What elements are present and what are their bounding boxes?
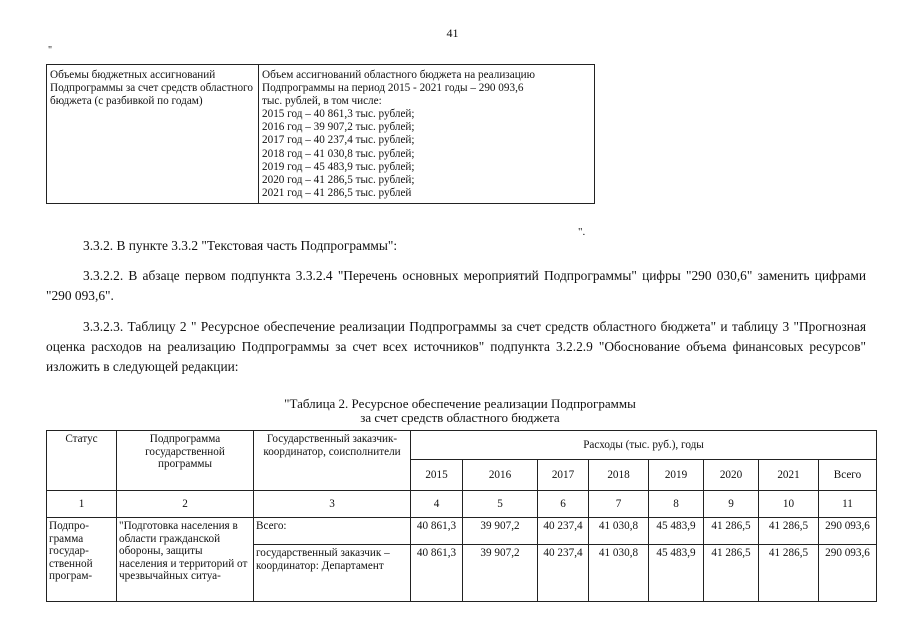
- passport-line: 2021 год – 41 286,5 тыс. рублей: [262, 186, 412, 199]
- column-number: 4: [411, 491, 463, 518]
- passport-line: 2019 год – 45 483,9 тыс. рублей;: [262, 160, 415, 173]
- paragraph-text: 3.3.2. В пункте 3.3.2 "Текстовая часть Подпрограммы":: [83, 238, 398, 253]
- passport-line: 2018 год – 41 030,8 тыс. рублей;: [262, 147, 415, 160]
- header-year: 2015: [411, 460, 463, 491]
- header-year: 2018: [589, 460, 649, 491]
- passport-line: тыс. рублей, в том числе:: [262, 95, 382, 108]
- column-number: 8: [649, 491, 704, 518]
- table-header-row: [47, 431, 877, 460]
- passport-value: [259, 65, 595, 204]
- column-number: 2: [117, 491, 254, 518]
- opening-quote-mark: ": [48, 45, 53, 56]
- passport-line: Объем ассигнований областного бюджета на реализацию: [262, 69, 536, 81]
- paragraph: [46, 266, 866, 306]
- header-year: 2017: [538, 460, 589, 491]
- resource-table: [46, 430, 877, 602]
- paragraph: [46, 236, 866, 256]
- customer-cell: Всего:: [254, 518, 411, 545]
- value-cell: 40 861,3: [411, 518, 463, 545]
- value-cell: 40 861,3: [411, 545, 463, 602]
- value-cell: 41 030,8: [589, 518, 649, 545]
- header-status: Статус: [47, 431, 117, 491]
- paragraph-text: 3.3.2.3. Таблицу 2 " Ресурсное обеспечение реализации Подпрограммы за счет средств областного бюджета" и таблицу 3 "Прогнозная оценка расходов на реализацию Подпрограммы за счет всех источников" подпункта 3.2.2.9 "Обоснование объема финансовых ресурсов" изложить в следующей редакции:: [46, 319, 866, 374]
- column-number: 5: [463, 491, 538, 518]
- column-number: 11: [819, 491, 877, 518]
- header-subprogram: Подпрограмма государственной программы: [117, 431, 254, 491]
- passport-line: 2020 год – 41 286,5 тыс. рублей;: [262, 173, 415, 186]
- passport-label: Объемы бюджетных ассигнований Подпрограммы за счет средств областного бюджета (с разбивкой по годам): [47, 65, 259, 204]
- value-cell: 41 030,8: [589, 545, 649, 602]
- column-number: 6: [538, 491, 589, 518]
- column-number: 10: [759, 491, 819, 518]
- value-cell: 41 286,5: [759, 545, 819, 602]
- value-cell: 290 093,6: [819, 518, 877, 545]
- header-year: 2019: [649, 460, 704, 491]
- table-caption-line: "Таблица 2. Ресурсное обеспечение реализации Подпрограммы: [284, 396, 636, 411]
- value-cell: 41 286,5: [704, 545, 759, 602]
- value-cell: 41 286,5: [704, 518, 759, 545]
- value-cell: 290 093,6: [819, 545, 877, 602]
- table-caption: [200, 397, 720, 425]
- paragraph-text: 3.3.2.2. В абзаце первом подпункта 3.3.2.4 "Перечень основных мероприятий Подпрограммы" цифры "290 030,6" заменить цифрами "290 093,6".: [46, 268, 866, 303]
- header-customer: Государственный заказчик-координатор, соисполнители: [254, 431, 411, 491]
- value-cell: 40 237,4: [538, 545, 589, 602]
- table-row: [47, 518, 877, 545]
- column-number: 9: [704, 491, 759, 518]
- value-cell: 41 286,5: [759, 518, 819, 545]
- header-total: Всего: [819, 460, 877, 491]
- passport-table: [46, 64, 595, 204]
- status-cell: Подпро-грамма государ-ственной програм-: [47, 518, 117, 602]
- value-cell: 45 483,9: [649, 518, 704, 545]
- passport-line: 2015 год – 40 861,3 тыс. рублей;: [262, 108, 415, 121]
- paragraph: [46, 317, 866, 377]
- header-expenses: Расходы (тыс. руб.), годы: [411, 431, 877, 460]
- header-year: 2020: [704, 460, 759, 491]
- customer-cell: государственный заказчик – координатор: Департамент: [254, 545, 411, 602]
- closing-quote-mark: ".: [578, 226, 586, 238]
- header-year: 2016: [463, 460, 538, 491]
- passport-line: 2017 год – 40 237,4 тыс. рублей;: [262, 134, 415, 147]
- column-number: 3: [254, 491, 411, 518]
- passport-line: Подпрограммы на период 2015 - 2021 годы – 290 093,6: [262, 82, 524, 95]
- value-cell: 39 907,2: [463, 545, 538, 602]
- value-cell: 39 907,2: [463, 518, 538, 545]
- page-number: 41: [446, 26, 459, 40]
- table-numbering-row: [47, 491, 877, 518]
- column-number: 1: [47, 491, 117, 518]
- column-number: 7: [589, 491, 649, 518]
- header-year: 2021: [759, 460, 819, 491]
- value-cell: 45 483,9: [649, 545, 704, 602]
- subprogram-cell: "Подготовка населения в области гражданской обороны, защиты населения и территорий от чрезвычайных ситуа-: [117, 518, 254, 602]
- table-caption-line: за счет средств областного бюджета: [360, 410, 560, 425]
- passport-line: 2016 год – 39 907,2 тыс. рублей;: [262, 121, 415, 134]
- value-cell: 40 237,4: [538, 518, 589, 545]
